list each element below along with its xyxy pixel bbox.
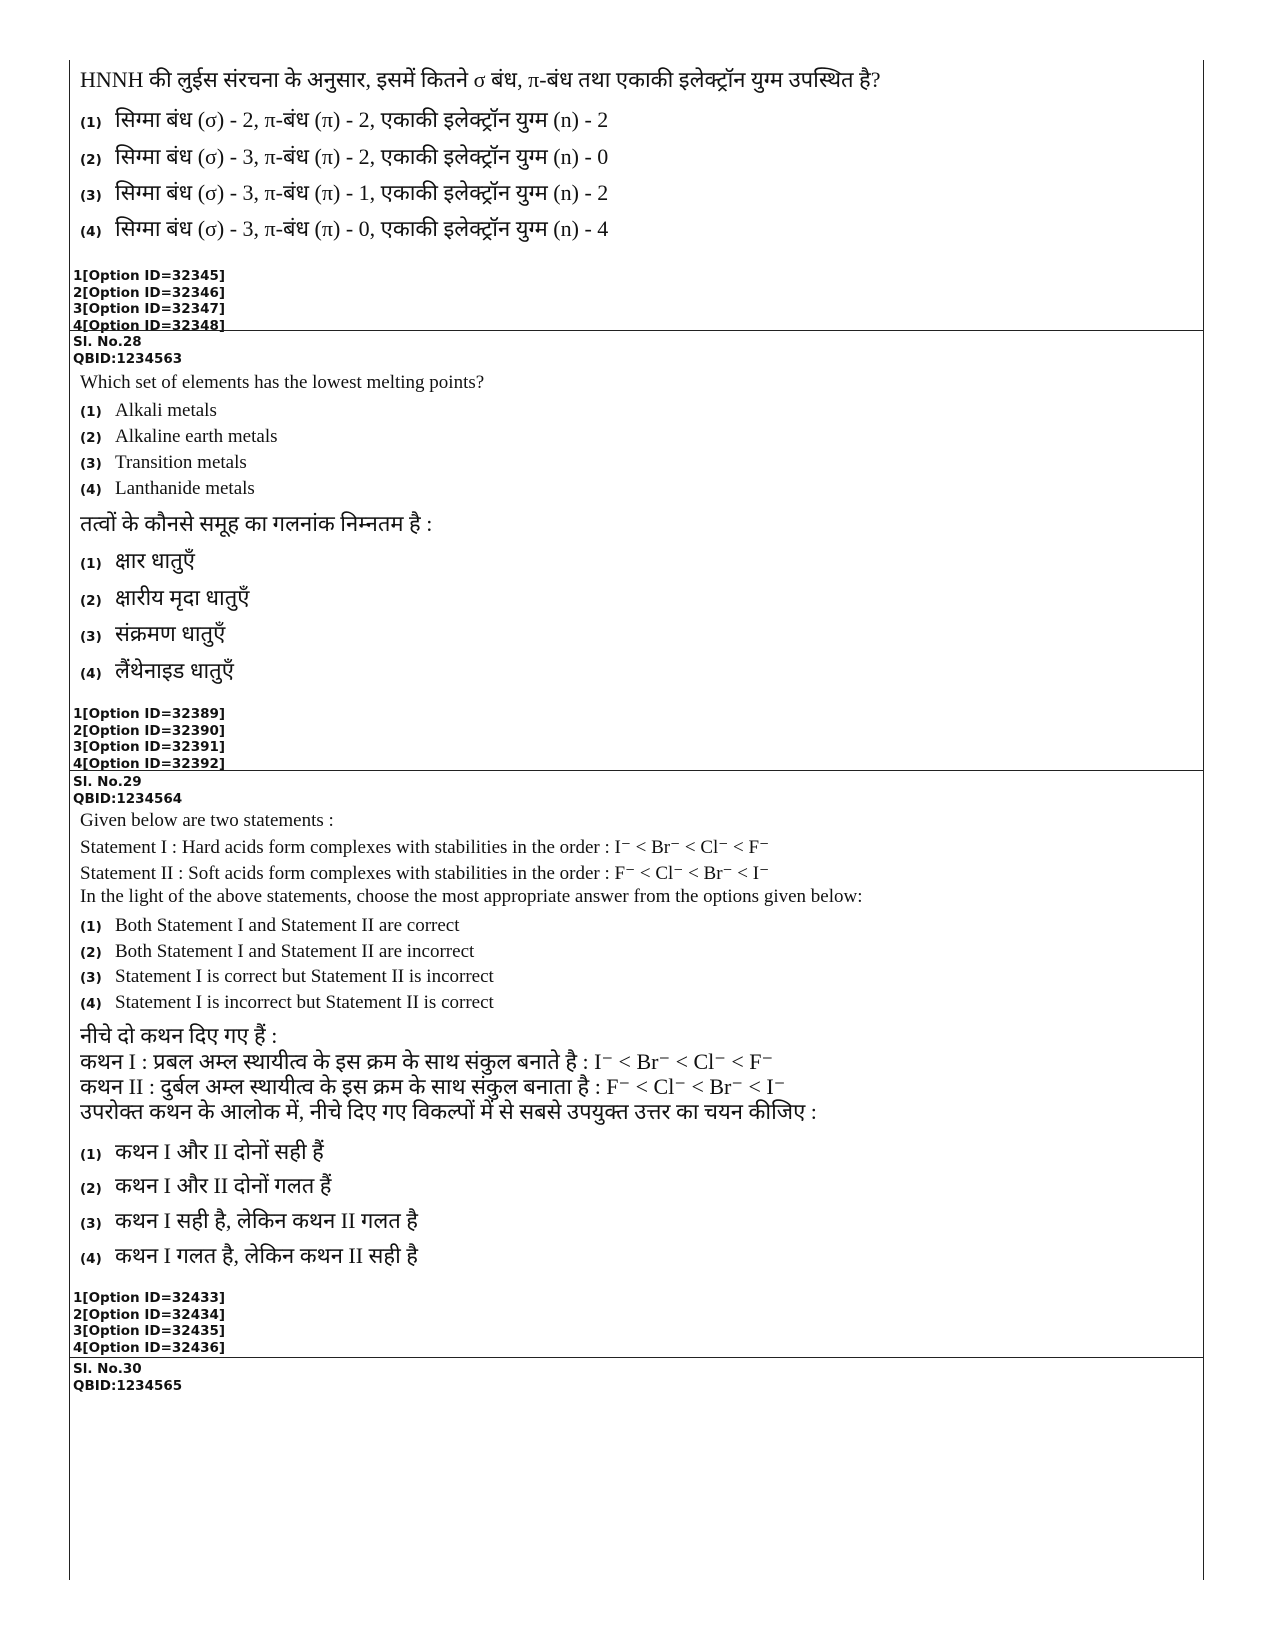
- question-meta: [73, 1361, 182, 1394]
- option-number: (3): [80, 629, 102, 645]
- option-item: [80, 582, 249, 612]
- question-30-block: [70, 1359, 1203, 1559]
- option-item: [80, 141, 608, 171]
- option-text: क्षार धातुएँ: [115, 548, 195, 573]
- question-line-english: Statement II : Soft acids form complexes with stabilities in the order : F⁻ < Cl⁻ < Br⁻ < I⁻: [80, 863, 770, 884]
- option-text: Both Statement I and Statement II are correct: [115, 915, 460, 936]
- question-text-hindi: तत्वों के कौनसे समूह का गलनांक निम्नतम है :: [80, 511, 433, 536]
- option-item: [80, 655, 234, 685]
- option-item: [80, 915, 460, 937]
- question-meta: [73, 774, 182, 807]
- option-item: [80, 177, 608, 207]
- option-number: (2): [80, 593, 102, 609]
- option-number: (4): [80, 996, 102, 1012]
- option-number: (4): [80, 1251, 102, 1267]
- option-number: (4): [80, 224, 102, 240]
- option-text: Transition metals: [115, 452, 247, 473]
- question-line-english: Statement I : Hard acids form complexes with stabilities in the order : I⁻ < Br⁻ < Cl⁻ < F⁻: [80, 837, 770, 858]
- option-item: [80, 1136, 324, 1166]
- question-line-english: Given below are two statements :: [80, 810, 334, 831]
- option-ids: [73, 1290, 225, 1356]
- question-text-english: Which set of elements has the lowest melting points?: [80, 372, 485, 393]
- question-divider: [70, 1357, 1203, 1358]
- option-id: 1[Option ID=32389]: [73, 706, 226, 722]
- question-text-hindi: HNNH की लुईस संरचना के अनुसार, इसमें कितने σ बंध, π-बंध तथा एकाकी इलेक्ट्रॉन युग्म उपस्थित है?: [80, 67, 881, 92]
- option-number: (1): [80, 115, 102, 131]
- option-ids: [73, 268, 225, 334]
- option-id: 4[Option ID=32436]: [73, 1339, 226, 1356]
- option-id: 1[Option ID=32433]: [73, 1290, 226, 1306]
- option-number: (3): [80, 1216, 102, 1232]
- option-id: 2[Option ID=32346]: [73, 284, 226, 301]
- qbid: QBID:1234565: [73, 1377, 183, 1394]
- option-number: (1): [80, 404, 102, 420]
- option-item: [80, 1170, 331, 1200]
- option-item: [80, 966, 494, 988]
- option-number: (4): [80, 482, 102, 498]
- option-text: Statement I is incorrect but Statement II is correct: [115, 992, 494, 1013]
- option-id: 4[Option ID=32348]: [73, 317, 226, 334]
- option-item: [80, 1205, 418, 1235]
- option-item: [80, 992, 494, 1014]
- option-text: Statement I is correct but Statement II is incorrect: [115, 966, 494, 987]
- option-item: [80, 104, 608, 134]
- option-text: कथन I और II दोनों गलत हैं: [115, 1173, 332, 1198]
- option-text: क्षारीय मृदा धातुएँ: [115, 585, 250, 610]
- option-text: कथन I गलत है, लेकिन कथन II सही है: [115, 1243, 418, 1268]
- question-29-block: [70, 772, 1203, 1355]
- option-text: सिग्मा बंध (σ) - 3, π-बंध (π) - 1, एकाकी इलेक्ट्रॉन युग्म (n) - 2: [115, 180, 609, 205]
- option-item: [80, 452, 247, 474]
- option-id: 4[Option ID=32392]: [73, 755, 226, 772]
- question-line-hindi: कथन I : प्रबल अम्ल स्थायीत्व के इस क्रम के साथ संकुल बनाते है : I⁻ < Br⁻ < Cl⁻ < F⁻: [80, 1049, 774, 1074]
- option-text: कथन I और II दोनों सही हैं: [115, 1139, 324, 1164]
- option-number: (3): [80, 970, 102, 986]
- option-id: 2[Option ID=32434]: [73, 1306, 226, 1323]
- option-number: (3): [80, 188, 102, 204]
- serial-number: Sl. No.29: [73, 774, 142, 790]
- question-27-block: [70, 60, 1203, 334]
- question-paper-frame: [69, 60, 1204, 1580]
- question-28-block: [70, 332, 1203, 770]
- option-item: [80, 1240, 418, 1270]
- option-item: [80, 213, 608, 243]
- option-text: सिग्मा बंध (σ) - 3, π-बंध (π) - 2, एकाकी इलेक्ट्रॉन युग्म (n) - 0: [115, 144, 609, 169]
- option-text: Both Statement I and Statement II are incorrect: [115, 941, 475, 962]
- option-number: (2): [80, 945, 102, 961]
- option-ids: [73, 706, 225, 772]
- option-id: 1[Option ID=32345]: [73, 268, 226, 284]
- option-number: (4): [80, 666, 102, 682]
- qbid: QBID:1234563: [73, 350, 183, 367]
- question-line-hindi: उपरोक्त कथन के आलोक में, नीचे दिए गए विकल्पों में से सबसे उपयुक्त उत्तर का चयन कीजिए :: [80, 1099, 817, 1124]
- option-text: सिग्मा बंध (σ) - 2, π-बंध (π) - 2, एकाकी इलेक्ट्रॉन युग्म (n) - 2: [115, 107, 609, 132]
- option-id: 3[Option ID=32347]: [73, 301, 226, 317]
- option-number: (2): [80, 152, 102, 168]
- option-item: [80, 941, 474, 963]
- option-id: 3[Option ID=32391]: [73, 739, 226, 755]
- qbid: QBID:1234564: [73, 790, 183, 807]
- option-item: [80, 478, 255, 500]
- serial-number: Sl. No.28: [73, 334, 142, 350]
- option-text: सिग्मा बंध (σ) - 3, π-बंध (π) - 0, एकाकी इलेक्ट्रॉन युग्म (n) - 4: [115, 216, 609, 241]
- option-item: [80, 400, 217, 422]
- option-id: 3[Option ID=32435]: [73, 1323, 226, 1339]
- option-text: Alkaline earth metals: [115, 426, 278, 447]
- question-line-hindi: नीचे दो कथन दिए गए हैं :: [80, 1023, 278, 1048]
- question-line-english: In the light of the above statements, choose the most appropriate answer from the options given below:: [80, 886, 863, 907]
- option-number: (2): [80, 1181, 102, 1197]
- option-number: (1): [80, 919, 102, 935]
- option-item: [80, 426, 278, 448]
- option-id: 2[Option ID=32390]: [73, 722, 226, 739]
- option-number: (1): [80, 556, 102, 572]
- option-text: संक्रमण धातुएँ: [115, 621, 226, 646]
- question-meta: [73, 334, 182, 367]
- question-divider: [70, 770, 1203, 771]
- option-item: [80, 545, 195, 575]
- question-divider: [70, 330, 1203, 331]
- option-text: Lanthanide metals: [115, 478, 255, 499]
- option-number: (3): [80, 456, 102, 472]
- serial-number: Sl. No.30: [73, 1361, 142, 1377]
- option-number: (1): [80, 1147, 102, 1163]
- option-text: लैंथेनाइड धातुएँ: [115, 658, 234, 683]
- question-line-hindi: कथन II : दुर्बल अम्ल स्थायीत्व के इस क्रम के साथ संकुल बनाता है : F⁻ < Cl⁻ < Br⁻ < I⁻: [80, 1074, 786, 1099]
- option-text: कथन I सही है, लेकिन कथन II गलत है: [115, 1208, 418, 1233]
- option-text: Alkali metals: [115, 400, 217, 421]
- option-item: [80, 618, 225, 648]
- option-number: (2): [80, 430, 102, 446]
